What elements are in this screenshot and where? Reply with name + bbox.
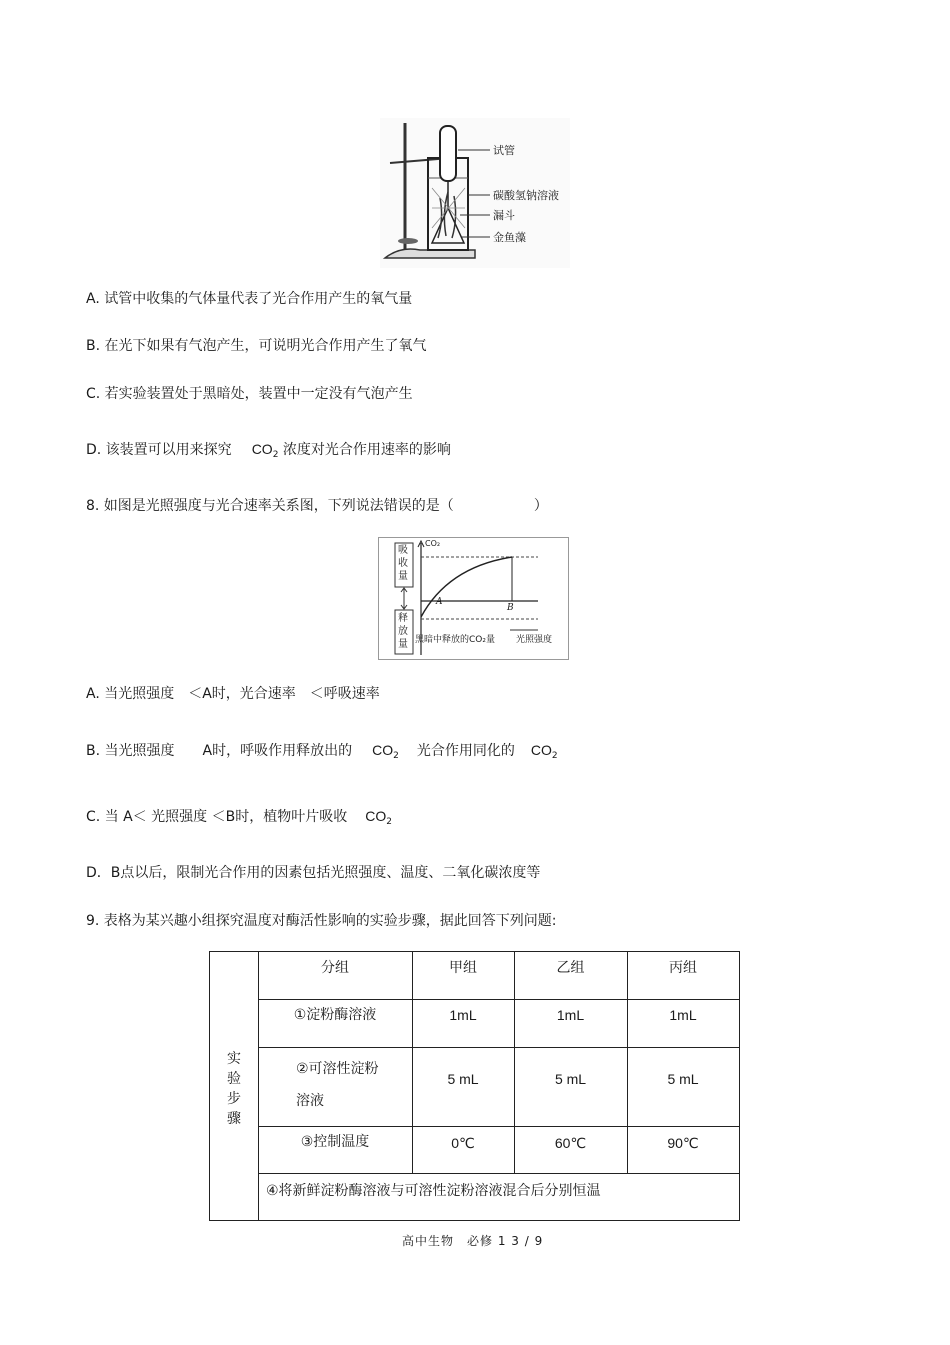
y-label-absorb: [398, 544, 410, 583]
q9-stem: 9. 表格为某兴趣小组探究温度对酶活性影响的实验步骤，据此回答下列问题:: [86, 913, 557, 929]
table-cell: 60℃: [554, 1135, 587, 1151]
table-header-cell: 分组: [321, 960, 349, 976]
table-header-cell: 丙组: [669, 960, 697, 976]
table-cell: 5 mL: [667, 1071, 699, 1087]
light-curve-figure: [378, 537, 569, 660]
y-bottom-char: 量: [398, 639, 408, 650]
table-cell: ①淀粉酶溶液: [293, 1007, 377, 1023]
y-label-release: [398, 612, 410, 651]
point-b-label: B: [507, 603, 514, 613]
y-bottom-char: 放: [398, 626, 408, 637]
table-cell: ④将新鲜淀粉酶溶液与可溶性淀粉溶液混合后分别恒温: [266, 1183, 601, 1199]
q7-option-c: C. 若实验装置处于黑暗处，装置中一定没有气泡产生: [86, 386, 413, 402]
x-axis-label: 光照强度: [516, 635, 553, 645]
y-bottom-char: 释: [398, 613, 408, 624]
q8-stem: [86, 496, 548, 516]
q7-d-prefix: D. 该装置可以用来探究: [86, 442, 232, 458]
q8-b-middle: 光合作用同化的: [416, 743, 515, 759]
table-divider: [258, 999, 739, 1000]
y-top-char: 收: [398, 558, 408, 569]
table-cell: 5 mL: [554, 1071, 587, 1087]
q7-option-a: A. 试管中收集的气体量代表了光合作用产生的氧气量: [86, 291, 413, 307]
table-cell: 90℃: [667, 1135, 699, 1151]
q7-option-d: [86, 439, 451, 462]
table-divider: [258, 1126, 739, 1127]
q8-option-c: [86, 806, 392, 829]
apparatus-figure: [380, 118, 570, 268]
table-cell: 1mL: [556, 1007, 585, 1023]
table-side-label: [210, 1049, 258, 1129]
side-label-char: 验: [227, 1071, 241, 1087]
co2-axis-label: CO₂: [425, 539, 441, 548]
page-footer: 高中生物 必修 1 3 / 9: [402, 1234, 544, 1248]
table-header-cell: 甲组: [449, 960, 477, 976]
co2-text: CO: [365, 808, 387, 824]
co2-subscript: 2: [551, 751, 558, 761]
co2-subscript: 2: [386, 817, 392, 827]
row2-label-line: 溶液: [296, 1093, 324, 1109]
q8-option-a: A. 当光照强度 ＜A时，光合速率 ＜呼吸速率: [86, 686, 380, 702]
table-cell: [296, 1053, 379, 1117]
dark-release-label: 黑暗中释放的CO₂量: [415, 635, 495, 645]
experiment-table: [209, 951, 740, 1221]
q8-option-d: D．B点以后，限制光合作用的因素包括光照强度、温度、二氧化碳浓度等: [86, 865, 541, 881]
table-header-cell: 乙组: [556, 960, 585, 976]
co2-text: CO: [530, 742, 552, 758]
co2-text: CO: [251, 441, 273, 457]
q8-stem-close: ）: [533, 498, 548, 514]
table-divider: [258, 1047, 739, 1048]
table-cell: 1mL: [449, 1007, 477, 1023]
q8-c-prefix: C. 当 A＜ 光照强度 ＜B时，植物叶片吸收: [86, 809, 348, 825]
row2-label-line: ②可溶性淀粉: [296, 1061, 379, 1077]
co2-subscript: 2: [393, 751, 399, 761]
q8-b-prefix: B. 当光照强度 A时，呼吸作用释放出的: [86, 743, 353, 759]
side-label-char: 实: [227, 1051, 241, 1067]
table-divider: [258, 952, 259, 1220]
point-a-label: A: [436, 597, 443, 607]
table-cell: 0℃: [451, 1135, 475, 1151]
q7-d-suffix: 浓度对光合作用速率的影响: [282, 442, 451, 458]
y-top-char: 吸: [398, 545, 408, 556]
label-test-tube: 试管: [493, 144, 515, 157]
co2-subscript: 2: [272, 450, 279, 460]
table-cell: 5 mL: [447, 1071, 479, 1087]
side-label-char: 骤: [227, 1111, 241, 1127]
table-cell: 1mL: [669, 1007, 697, 1023]
side-label-char: 步: [227, 1091, 241, 1107]
co2-text: CO: [372, 742, 394, 758]
q8-stem-text: 8. 如图是光照强度与光合速率关系图，下列说法错误的是（: [86, 498, 454, 514]
table-cell: ③控制温度: [300, 1134, 370, 1150]
y-top-char: 量: [398, 571, 408, 582]
table-divider: [258, 1173, 739, 1174]
label-bicarbonate: 碳酸氢钠溶液: [493, 189, 559, 202]
q8-option-b: [86, 740, 558, 763]
label-funnel: 漏斗: [493, 209, 515, 222]
label-hornwort: 金鱼藻: [493, 231, 526, 244]
q7-option-b: B. 在光下如果有气泡产生，可说明光合作用产生了氧气: [86, 338, 427, 354]
